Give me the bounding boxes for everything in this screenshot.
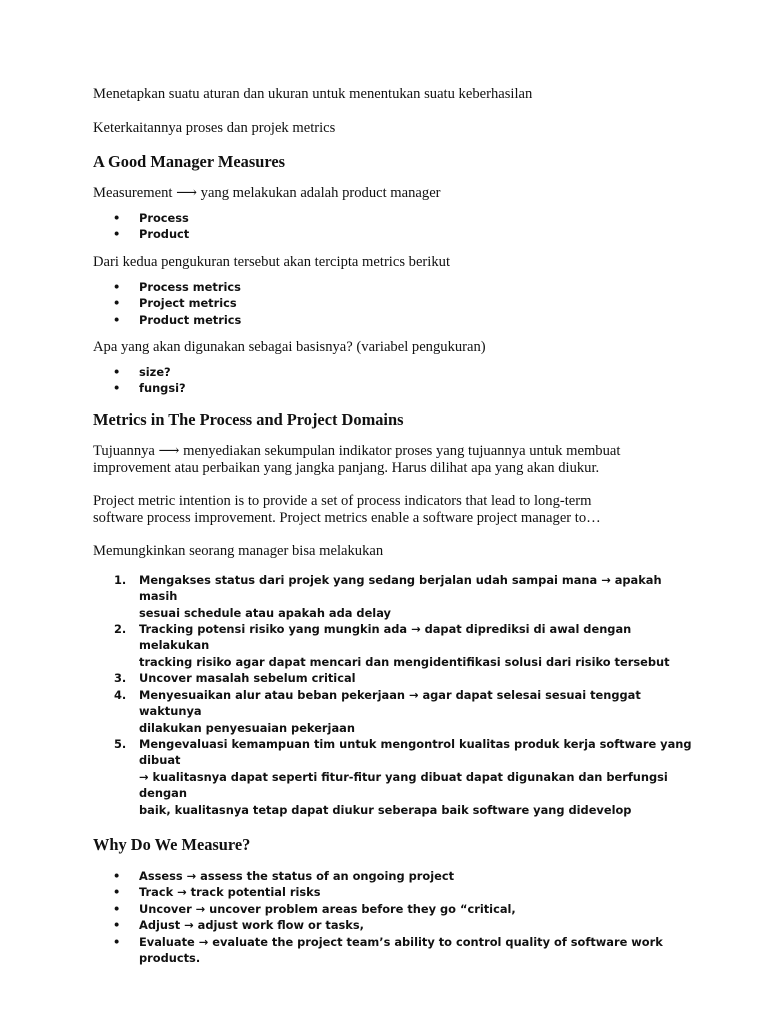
bullet-icon: •: [113, 934, 121, 949]
heading-good-manager: A Good Manager Measures: [93, 152, 285, 171]
list-item: • Product: [113, 227, 190, 242]
bullet-icon: •: [113, 296, 121, 311]
basis-question: Apa yang akan digunakan sebagai basisnya? (variabel pengukuran): [93, 339, 486, 356]
list-item: • Project metrics: [113, 296, 237, 311]
list-item: • Assess → assess the status of an ongoing project: [113, 868, 455, 883]
bullet-icon: •: [113, 211, 121, 225]
list-item: 4. Menyesuaikan alur atau beban pekerjaan → agar dapat selesai sesuai tenggat waktunya dilakukan penyesuaian pekerjaan: [114, 687, 641, 735]
intention-paragraph: Project metric intention is to provide a set of process indicators that lead to long-term software process improvement. Project metrics enable a software project manager to…: [93, 492, 601, 526]
why-measure-list: [93, 868, 693, 966]
bullet-icon: •: [113, 381, 121, 396]
metric-list: [93, 279, 693, 328]
bullet-icon: •: [113, 227, 121, 242]
intro-line-2: Keterkaitannya proses dan projek metrics: [93, 120, 336, 136]
list-item: 1. Mengakses status dari projek yang sedang berjalan udah sampai mana → apakah masih sesuai schedule atau apakah ada delay: [114, 572, 662, 620]
measurement-text: Measurement ⟶ yang melakukan adalah product manager: [93, 185, 441, 201]
document-page: [93, 86, 693, 966]
list-item: • Adjust → adjust work flow or tasks,: [113, 918, 364, 933]
list-item: • Uncover → uncover problem areas before they go “critical,: [113, 901, 516, 916]
list-item: 5. Mengevaluasi kemampuan tim untuk mengontrol kualitas produk kerja software yang dibuat → kualitasnya dapat seperti fitur-fitur yang dibuat dapat digunakan dan berfungsi dengan baik, kualitasnya tetap dapat diukur seberapa baik software yang didevelop: [114, 736, 692, 817]
intro-line-1: Menetapkan suatu aturan dan ukuran untuk menentukan suatu keberhasilan: [93, 86, 533, 102]
list-item: • size?: [113, 365, 171, 380]
list-item: 2. Tracking potensi risiko yang mungkin ada → dapat diprediksi di awal dengan melakukan tracking risiko agar dapat mencari dan mengidentifikasi solusi dari risiko tersebut: [114, 622, 670, 669]
bullet-icon: •: [113, 901, 121, 916]
list-item: • Process: [113, 211, 189, 225]
list-item: • Track → track potential risks: [113, 885, 321, 900]
list-item: • Product metrics: [113, 312, 242, 327]
heading-metrics-domains: Metrics in The Process and Project Domains: [93, 409, 404, 429]
bullet-icon: •: [113, 885, 121, 900]
list-item: • Process metrics: [113, 279, 241, 294]
numbered-list: [93, 572, 693, 818]
heading-why-measure: Why Do We Measure?: [93, 834, 251, 854]
bullet-icon: •: [113, 279, 121, 294]
list-item: 3. Uncover masalah sebelum critical: [114, 671, 356, 686]
measure-list: [93, 210, 693, 243]
list-item: • fungsi?: [113, 381, 186, 396]
bullet-icon: •: [113, 868, 121, 883]
basis-list: [93, 364, 693, 397]
bullet-icon: •: [113, 365, 121, 380]
result-text: Dari kedua pengukuran tersebut akan tercipta metrics berikut: [93, 253, 450, 270]
enables-text: Memungkinkan seorang manager bisa melakukan: [93, 542, 384, 559]
bullet-icon: •: [113, 312, 121, 327]
goal-paragraph: Tujuannya ⟶ menyediakan sekumpulan indikator proses yang tujuannya untuk membuat improvement atau perbaikan yang jangka panjang. Harus dilihat apa yang akan diukur.: [93, 442, 621, 476]
bullet-icon: •: [113, 918, 121, 933]
list-item: • Evaluate → evaluate the project team’s ability to control quality of software work products.: [113, 934, 663, 965]
